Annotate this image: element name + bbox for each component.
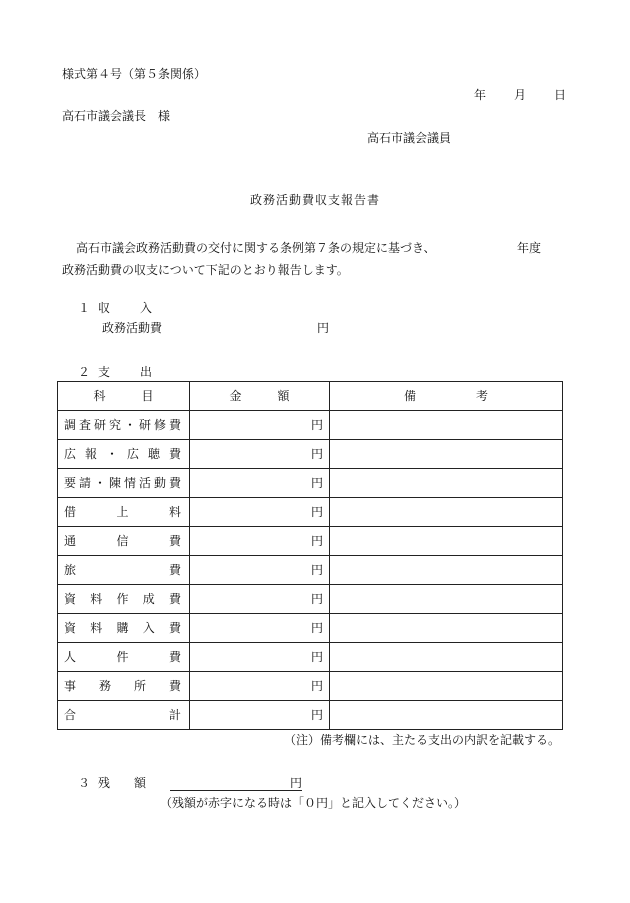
expense-remarks-cell[interactable] bbox=[330, 643, 563, 672]
expenditure-table bbox=[57, 381, 563, 730]
expense-remarks-cell[interactable] bbox=[330, 440, 563, 469]
expenditure-heading-label-b: 出 bbox=[140, 365, 153, 379]
expense-subject: 旅費 bbox=[58, 556, 190, 585]
date-day-label: 日 bbox=[554, 88, 567, 102]
table-row bbox=[58, 527, 563, 556]
expense-amount-cell[interactable]: 円 bbox=[190, 556, 330, 585]
expense-subject: 要請・陳情活動費 bbox=[58, 469, 190, 498]
income-item-label: 政務活動費 bbox=[102, 321, 163, 335]
expense-amount-cell[interactable]: 円 bbox=[190, 440, 330, 469]
date-month-label: 月 bbox=[514, 88, 527, 102]
report-date bbox=[474, 89, 566, 101]
table-row bbox=[58, 672, 563, 701]
expense-remarks-cell[interactable] bbox=[330, 672, 563, 701]
reporter: 高石市議会議員 bbox=[367, 131, 452, 145]
expense-amount-cell[interactable]: 円 bbox=[190, 585, 330, 614]
date-year-label: 年 bbox=[474, 88, 487, 102]
expense-amount-cell[interactable]: 円 bbox=[190, 498, 330, 527]
table-row bbox=[58, 556, 563, 585]
income-heading-number: １ bbox=[78, 301, 91, 315]
expense-remarks-cell[interactable] bbox=[330, 614, 563, 643]
balance-line bbox=[78, 777, 302, 791]
table-row bbox=[58, 701, 563, 730]
expense-amount-cell[interactable]: 円 bbox=[190, 643, 330, 672]
expense-amount-cell[interactable]: 円 bbox=[190, 614, 330, 643]
document-title: 政務活動費収支報告書 bbox=[249, 193, 380, 207]
expense-subject: 通信費 bbox=[58, 527, 190, 556]
table-row bbox=[58, 469, 563, 498]
table-row bbox=[58, 498, 563, 527]
table-row bbox=[58, 643, 563, 672]
table-row bbox=[58, 614, 563, 643]
expense-amount-cell[interactable]: 円 bbox=[190, 469, 330, 498]
expense-amount-cell[interactable]: 円 bbox=[190, 527, 330, 556]
balance-heading-number: ３ bbox=[78, 776, 91, 790]
expense-remarks-cell[interactable] bbox=[330, 498, 563, 527]
income-heading-label-a: 収 bbox=[98, 301, 111, 315]
income-heading-label-b: 入 bbox=[140, 301, 153, 315]
column-header-remarks: 備 考 bbox=[330, 382, 563, 411]
expense-amount-cell[interactable]: 円 bbox=[190, 701, 330, 730]
column-header-amount: 金 額 bbox=[190, 382, 330, 411]
expenditure-heading-label-a: 支 bbox=[98, 365, 111, 379]
table-header-row bbox=[58, 382, 563, 411]
expense-remarks-cell[interactable] bbox=[330, 701, 563, 730]
income-heading bbox=[78, 302, 152, 314]
intro-paragraph bbox=[62, 237, 572, 281]
expense-remarks-cell[interactable] bbox=[330, 411, 563, 440]
expense-subject: 資料購入費 bbox=[58, 614, 190, 643]
expenditure-heading-number: ２ bbox=[78, 365, 91, 379]
table-note: （注）備考欄には、主たる支出の内訳を記載する。 bbox=[283, 733, 560, 747]
expense-remarks-cell[interactable] bbox=[330, 556, 563, 585]
expense-subject: 事務所費 bbox=[58, 672, 190, 701]
intro-line-2: 政務活動費の収支について下記のとおり報告します。 bbox=[62, 263, 349, 277]
fiscal-year-label: 年度 bbox=[517, 241, 542, 255]
expense-amount-cell[interactable]: 円 bbox=[190, 672, 330, 701]
expense-subject: 広報・広聴費 bbox=[58, 440, 190, 469]
expenditure-heading bbox=[78, 366, 152, 378]
expense-remarks-cell[interactable] bbox=[330, 469, 563, 498]
intro-line-1: 高石市議会政務活動費の交付に関する条例第７条の規定に基づき、 bbox=[76, 241, 436, 255]
expense-subject: 合計 bbox=[58, 701, 190, 730]
balance-unit: 円 bbox=[290, 776, 303, 790]
expense-amount-cell[interactable]: 円 bbox=[190, 411, 330, 440]
form-number: 様式第４号（第５条関係） bbox=[62, 67, 207, 81]
income-item bbox=[102, 321, 330, 335]
expense-subject: 調査研究・研修費 bbox=[58, 411, 190, 440]
balance-heading: 残 額 bbox=[98, 776, 147, 790]
expense-remarks-cell[interactable] bbox=[330, 527, 563, 556]
balance-note: （残額が赤字になる時は「０円」と記入してください。） bbox=[160, 796, 467, 810]
table-row bbox=[58, 411, 563, 440]
expense-remarks-cell[interactable] bbox=[330, 585, 563, 614]
balance-amount-field[interactable] bbox=[170, 777, 302, 791]
expense-subject: 資料作成費 bbox=[58, 585, 190, 614]
expense-subject: 借上料 bbox=[58, 498, 190, 527]
table-row bbox=[58, 440, 563, 469]
addressee: 高石市議会議長 様 bbox=[62, 109, 171, 123]
income-unit: 円 bbox=[317, 321, 330, 335]
column-header-subject: 科 目 bbox=[58, 382, 190, 411]
expense-subject: 人件費 bbox=[58, 643, 190, 672]
table-row bbox=[58, 585, 563, 614]
